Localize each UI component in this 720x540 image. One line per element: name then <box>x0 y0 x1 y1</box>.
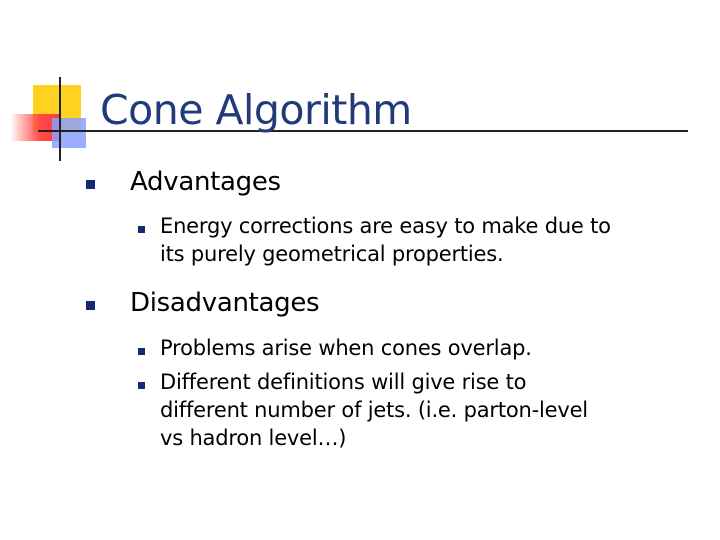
list-item <box>160 212 700 268</box>
list-item-line: its purely geometrical properties. <box>160 242 504 266</box>
title-decoration-blue-square <box>52 118 86 148</box>
title-decoration-vertical-line <box>59 77 61 161</box>
slide-title: Cone Algorithm <box>100 86 412 134</box>
list-item <box>160 368 700 452</box>
list-item-line: vs hadron level…) <box>160 426 347 450</box>
section-heading-advantages: Advantages <box>130 167 281 197</box>
list-item-line: different number of jets. (i.e. parton-level <box>160 398 588 422</box>
bullet-icon <box>86 301 95 310</box>
sub-bullet-icon <box>138 348 145 355</box>
list-item <box>160 334 700 362</box>
list-item-line: Different definitions will give rise to <box>160 370 527 394</box>
bullet-icon <box>86 180 95 189</box>
list-item-line: Energy corrections are easy to make due to <box>160 214 611 238</box>
section-heading-disadvantages: Disadvantages <box>130 288 320 318</box>
sub-bullet-icon <box>138 226 145 233</box>
list-item-line: Problems arise when cones overlap. <box>160 336 532 360</box>
sub-bullet-icon <box>138 382 145 389</box>
